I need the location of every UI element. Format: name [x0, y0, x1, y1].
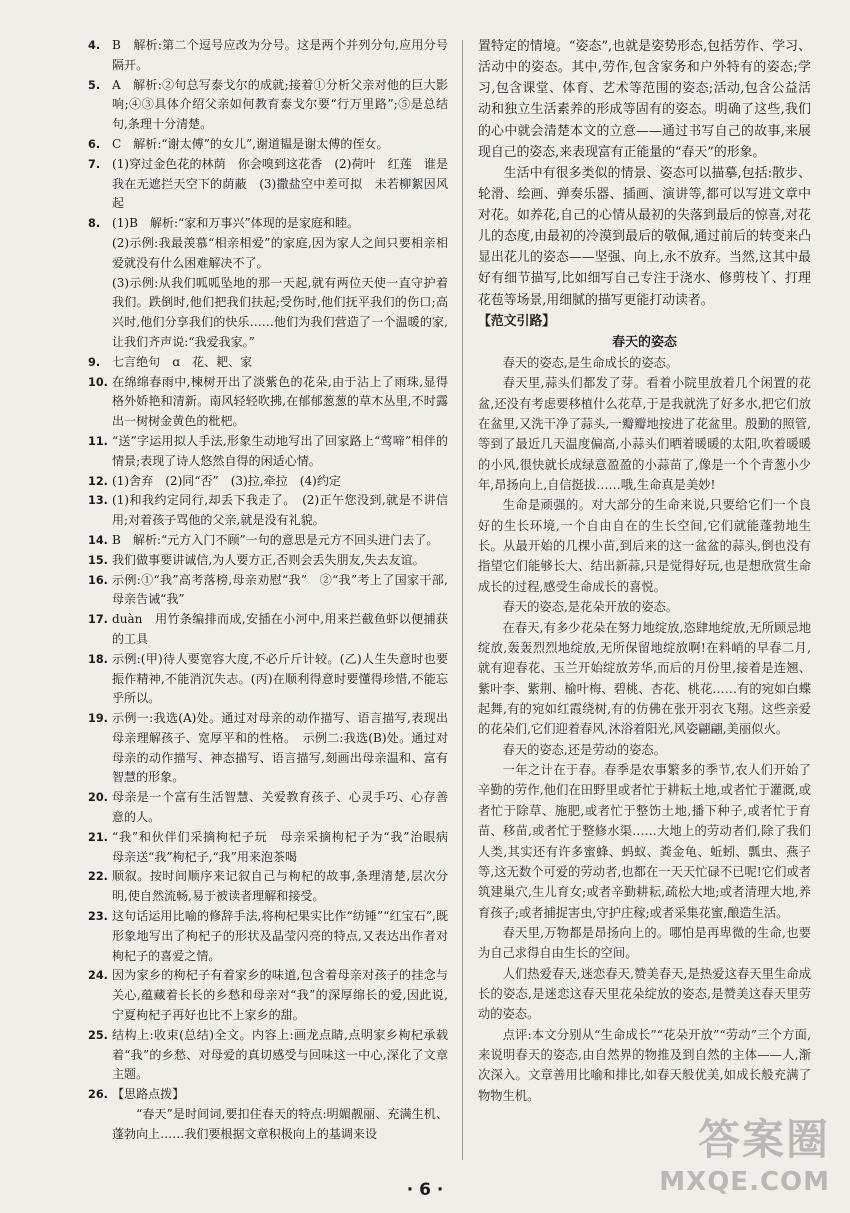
answer-item [88, 867, 448, 907]
guide-paragraph: 置特定的情境。“姿态”,也就是姿势形态,包括劳作、学习、活动中的姿态。其中,劳作,包含家务和户外特有的姿态;学习,包含课堂、体育、艺术等范围的姿态;活动,包含公益活动和独立生活素养的形成等固有的姿态。明确了这些,我们的心中就会清楚本文的立意——通过书写自己的故事,来展现自己的姿态,来表现富有正能量的“春天”的形象。 [478, 39, 811, 160]
model-essay-label: 【范文引路】 [478, 313, 556, 329]
answer-text: C 解析:“谢太傅”的女儿”,谢道韫是谢太傅的侄女。 [112, 136, 389, 151]
answer-item [88, 571, 448, 611]
answer-number: 15. [88, 553, 108, 567]
answer-number: 10. [88, 375, 108, 389]
answer-text: “我”和伙伴们采摘枸杞子玩 母亲采摘枸杞子为“我”治眼病 母亲送“我”枸杞子,“我”用来泡茶喝 [112, 829, 461, 864]
page-number: · 6 · [406, 1180, 444, 1200]
answer-text: 结构上:收束(总结)全文。内容上:画龙点睛,点明家乡枸杞承载着“我”的乡愁、对母爱的真切感受与回味这一中心,深化了文章主题。 [112, 1027, 448, 1082]
essay-paragraph: 一年之计在于春。春季是农事繁多的季节,农人们开始了辛勤的劳作,他们在田野里或者忙于耕耘土地,或者忙于灌溉,或者忙于除草、施肥,或者忙于整饬土地,播下种子,或者忙于育苗、移苗,或者忙于整修水渠……大地上的劳动者们,除了我们人类,其实还有许多蜜蜂、蚂蚁、粪金龟、蚯蚓、瓢虫、燕子等,这无数个可爱的劳动者,也都在一天天忙碌不已呢!它们或者筑建巢穴,生儿育女;或者辛勤耕耘,疏松大地;或者清理大地,养育孩子;或者捕捉害虫,守护庄稼;或者采集花蜜,酿造生活。 [478, 763, 811, 920]
answer-number: 11. [88, 434, 108, 448]
column-divider [462, 40, 463, 1160]
answer-text: B 解析:第二个逗号应改为分号。这是两个并列分句,应用分号隔开。 [112, 38, 448, 72]
answer-item [88, 650, 448, 709]
answer-number: 19. [88, 712, 108, 726]
answer-item [88, 373, 448, 432]
answer-number: 14. [88, 533, 108, 547]
answer-text: 母亲是一个富有生活智慧、关爱教育孩子、心灵手巧、心存善意的人。 [112, 790, 448, 825]
answer-number: 26. [88, 1088, 108, 1102]
answer-text: “春天”是时间词,要扣住春天的特点:明媚靓丽、充满生机、蓬勃向上……我们要根据文章积极向上的基调来设 [112, 1107, 448, 1141]
answer-text: duàn 用竹条编排而成,安插在小河中,用来拦截鱼虾以便捕获的工具 [112, 612, 448, 646]
essay-paragraph: 生命是顽强的。对大部分的生命来说,只要给它们一个良好的生长环境,一个自由自在的生长空间,它们就能蓬勃地生长。从最开始的几棵小苗,到后来的这一盆盆的蒜头,倒也没有指望它们能够长大、结出新蒜,只是觉得好玩,也是想欣赏生命成长的过程,感受生命成长的喜悦。 [478, 498, 811, 594]
answer-text: (1)和我约定同行,却丢下我走了。 (2)正午您没到,就是不讲信用;对着孩子骂他的父亲,就是没有礼貌。 [112, 493, 448, 528]
answer-item [88, 966, 448, 1025]
essay-paragraph: 春天的姿态,还是劳动的姿态。 [502, 742, 666, 757]
answer-text: 示例一:我选(A)处。通过对母亲的动作描写、语言描写,表现出母亲理解孩子、宽厚平和的性格。 示例二:我选(B)处。通过对母亲的动作描写、神态描写、语言描写,刻画出母亲温和、富有智慧的形象。 [112, 711, 448, 785]
answer-text: 示例:①“我”高考落榜,母亲劝慰“我” ②“我”考上了国家干部,母亲告诫“我” [112, 572, 448, 607]
answer-number: 5. [88, 78, 101, 92]
site-watermark [659, 1107, 830, 1197]
essay-paragraph: 人们热爱春天,迷恋春天,赞美春天,是热爱这春天里生命成长的姿态,是迷恋这春天里花朵绽放的姿态,是赞美这春天里劳动的姿态。 [478, 966, 811, 1022]
answer-number: 6. [88, 137, 101, 151]
answer-number: 16. [88, 573, 108, 587]
answer-number: 24. [88, 969, 108, 983]
answer-number: 21. [88, 830, 108, 844]
essay-paragraph: 点评:本文分别从“生命成长”“花朵开放”“劳动”三个方面,来说明春天的姿态,由自然界的物推及到自然的主体——人,渐次深入。文章善用比喻和排比,如春天般优美,如成长般充满了物物生机。 [478, 1027, 811, 1103]
answer-item [88, 214, 448, 234]
answer-item [88, 610, 448, 650]
answer-item [88, 1105, 448, 1145]
answer-text: 因为家乡的枸杞子有着家乡的味道,包含着母亲对孩子的挂念与关心,蕴藏着长长的乡愁和母亲对“我”的深厚绵长的爱,因此说,宁夏枸杞子再好也比不上家乡的甜。 [112, 968, 448, 1023]
answer-item [88, 531, 448, 551]
answer-text: “送”字运用拟人手法,形象生动地写出了回家路上“莺啼”相伴的情景;表现了诗人悠然自得的闲适心情。 [112, 433, 448, 468]
answer-number: 9. [88, 355, 101, 369]
answer-text: (1)B 解析:“家和万事兴”体现的是家庭和睦。 [112, 216, 360, 231]
answer-item [88, 491, 448, 531]
essay-title: 春天的姿态 [612, 334, 677, 350]
answer-number [88, 1105, 112, 1145]
answer-number: 25. [88, 1028, 108, 1042]
answer-item [88, 788, 448, 828]
answer-text: (1)舍弃 (2)同“否” (3)拉,牵拉 (4)约定 [112, 473, 341, 488]
answer-text: (2)示例:我最羡慕“相亲相爱”的家庭,因为家人之间只要相亲相爱就没有什么困难解决不了。 [112, 235, 448, 270]
answer-item [88, 1026, 448, 1085]
answer-number [88, 274, 112, 353]
essay-paragraph: 春天里,蒜头们都发了芽。看着小院里放着几个闲置的花盆,还没有考虑要移植什么花草,于是我就洗了好多水,把它们放在盆里,又洗干净了蒜头,一瓣瓣地按进了花盆里。殷勤的照管,等到了最近几天温度偏高,小蒜头们晒着暖暖的太阳,吹着暖暖的小风,很快就长成绿意盈盈的小蒜苗了,像是一个个青葱小少年,昂扬向上,自信挺拔……哦,生命真是美妙! [478, 376, 811, 493]
answer-item [88, 432, 448, 472]
answer-number: 23. [88, 910, 108, 924]
answer-text: A 解析:②句总写泰戈尔的成就;接着①分析父亲对他的巨大影响;④③具体介绍父亲如何教育泰戈尔要“行万里路”;⑤是总结句,条理十分清楚。 [112, 77, 448, 132]
essay-paragraph: 春天的姿态,是花朵开放的姿态。 [502, 600, 679, 615]
essay-paragraph: 春天里,万物都是昂扬向上的。哪怕是再卑微的生命,也要为自己求得自由生长的空间。 [478, 925, 811, 961]
answer-number: 20. [88, 791, 108, 805]
answer-text: 示例:(甲)待人要宽容大度,不必斤斤计较。(乙)人生失意时也要振作精神,不能消沉失志。(丙)在顺利得意时要懂得珍惜,不能忘乎所以。 [112, 651, 448, 706]
answer-number: 8. [88, 217, 101, 231]
answer-number: 7. [88, 157, 101, 171]
answer-item [88, 36, 448, 76]
answer-text: 这句话运用比喻的修辞手法,将枸杞果实比作“纺锤”“红宝石”,既形象地写出了枸杞子的形状及晶莹闪亮的特点,又表达出作者对枸杞子的喜爱之情。 [112, 909, 448, 963]
answer-text: 在绵绵春雨中,楝树开出了淡紫色的花朵,由于沾上了雨珠,显得格外娇艳和清新。南风轻轻吹拂,在郁郁葱葱的草木丛里,不时露出一树树金黄色的枇杷。 [112, 374, 448, 429]
answer-item [88, 234, 448, 274]
answer-number: 18. [88, 652, 108, 666]
guide-paragraph: 生活中有很多类似的情景、姿态可以描摹,包括:散步、轮滑、绘画、弹奏乐器、插画、演讲等,都可以写进文章中对花。如养花,自己的心情从最初的失落到最后的惊喜,对花儿的态度,由最初的冷漠到最后的敬佩,通过前后的转变来凸显出花儿的姿态——坚强、向上,永不放弃。当然,这其中最好有细节描写,比如细写自己专注于浇水、修剪枝丫、打理花苞等场景,用细腻的描写更能打动读者。 [478, 165, 811, 308]
essay-body [478, 353, 811, 1106]
answer-text: 【思路点拨】 [112, 1087, 185, 1102]
answer-item [88, 907, 448, 966]
answer-number [88, 234, 112, 274]
answer-item [88, 274, 448, 353]
left-column [88, 36, 461, 1145]
answer-item [88, 828, 461, 868]
answer-text: B 解析:“元方入门不顾”一句的意思是元方不回头进门去了。 [112, 532, 439, 547]
essay-paragraph: 春天的姿态,是生命成长的姿态。 [502, 355, 679, 370]
answer-number: 13. [88, 494, 108, 508]
answer-item [88, 551, 448, 571]
answer-number: 4. [88, 39, 101, 52]
essay-paragraph: 在春天,有多少花朵在努力地绽放,恣肆地绽放,无所顾忌地绽放,轰轰烈烈地绽放,无所保留地绽放啊!在料峭的早春二月,就有迎春花、玉兰开始绽放芳华,而后的月份里,接着是连翘、紫叶李、紫荆、榆叶梅、碧桃、杏花、桃花……有的宛如白蝶起舞,有的宛如红霞绕树,有的仿佛在张开羽衣飞翔。这些亲爱的花朵们,它们迎着春风,沐浴着阳光,风姿翩翩,美丽似火。 [478, 620, 811, 737]
answer-number: 17. [88, 613, 108, 627]
answer-item [88, 709, 448, 788]
answer-text: (1)穿过金色花的林荫 你会嗅到这花香 (2)荷叶 红莲 谁是我在无遮拦天空下的荫蔽 (3)撒盐空中差可拟 未若柳絮因风起 [112, 156, 448, 211]
answer-item [88, 472, 448, 492]
answer-item [88, 353, 448, 373]
thinking-guide-continued [478, 36, 811, 311]
answer-text: (3)示例:从我们呱呱坠地的那一天起,就有两位天使一直守护着我们。跌倒时,他们把我们扶起;受伤时,他们抚平我们的伤口;高兴时,他们分享我们的快乐……他们为我们营造了一个温暖的家,让我们齐声说:“我爱我家。” [112, 275, 448, 349]
answer-item [88, 76, 448, 135]
watermark-logo-text: 答案圈 [697, 1115, 830, 1164]
watermark-url: MXQE.COM [659, 1167, 830, 1197]
answer-text: 顺叙。按时间顺序来记叙自己与枸杞的故事,条理清楚,层次分明,使自然流畅,易于被读者理解和接受。 [112, 869, 448, 904]
answer-text: 我们做事要讲诚信,为人要方正,否则会丢失朋友,失去友谊。 [112, 552, 425, 567]
answer-text: 七言绝句 ɑ 花、耙、家 [112, 354, 253, 369]
answer-number: 12. [88, 474, 108, 488]
answer-number: 22. [88, 870, 108, 884]
right-column [478, 36, 811, 1106]
answer-item [88, 155, 448, 214]
answer-item [88, 1085, 448, 1105]
answer-item [88, 135, 448, 155]
